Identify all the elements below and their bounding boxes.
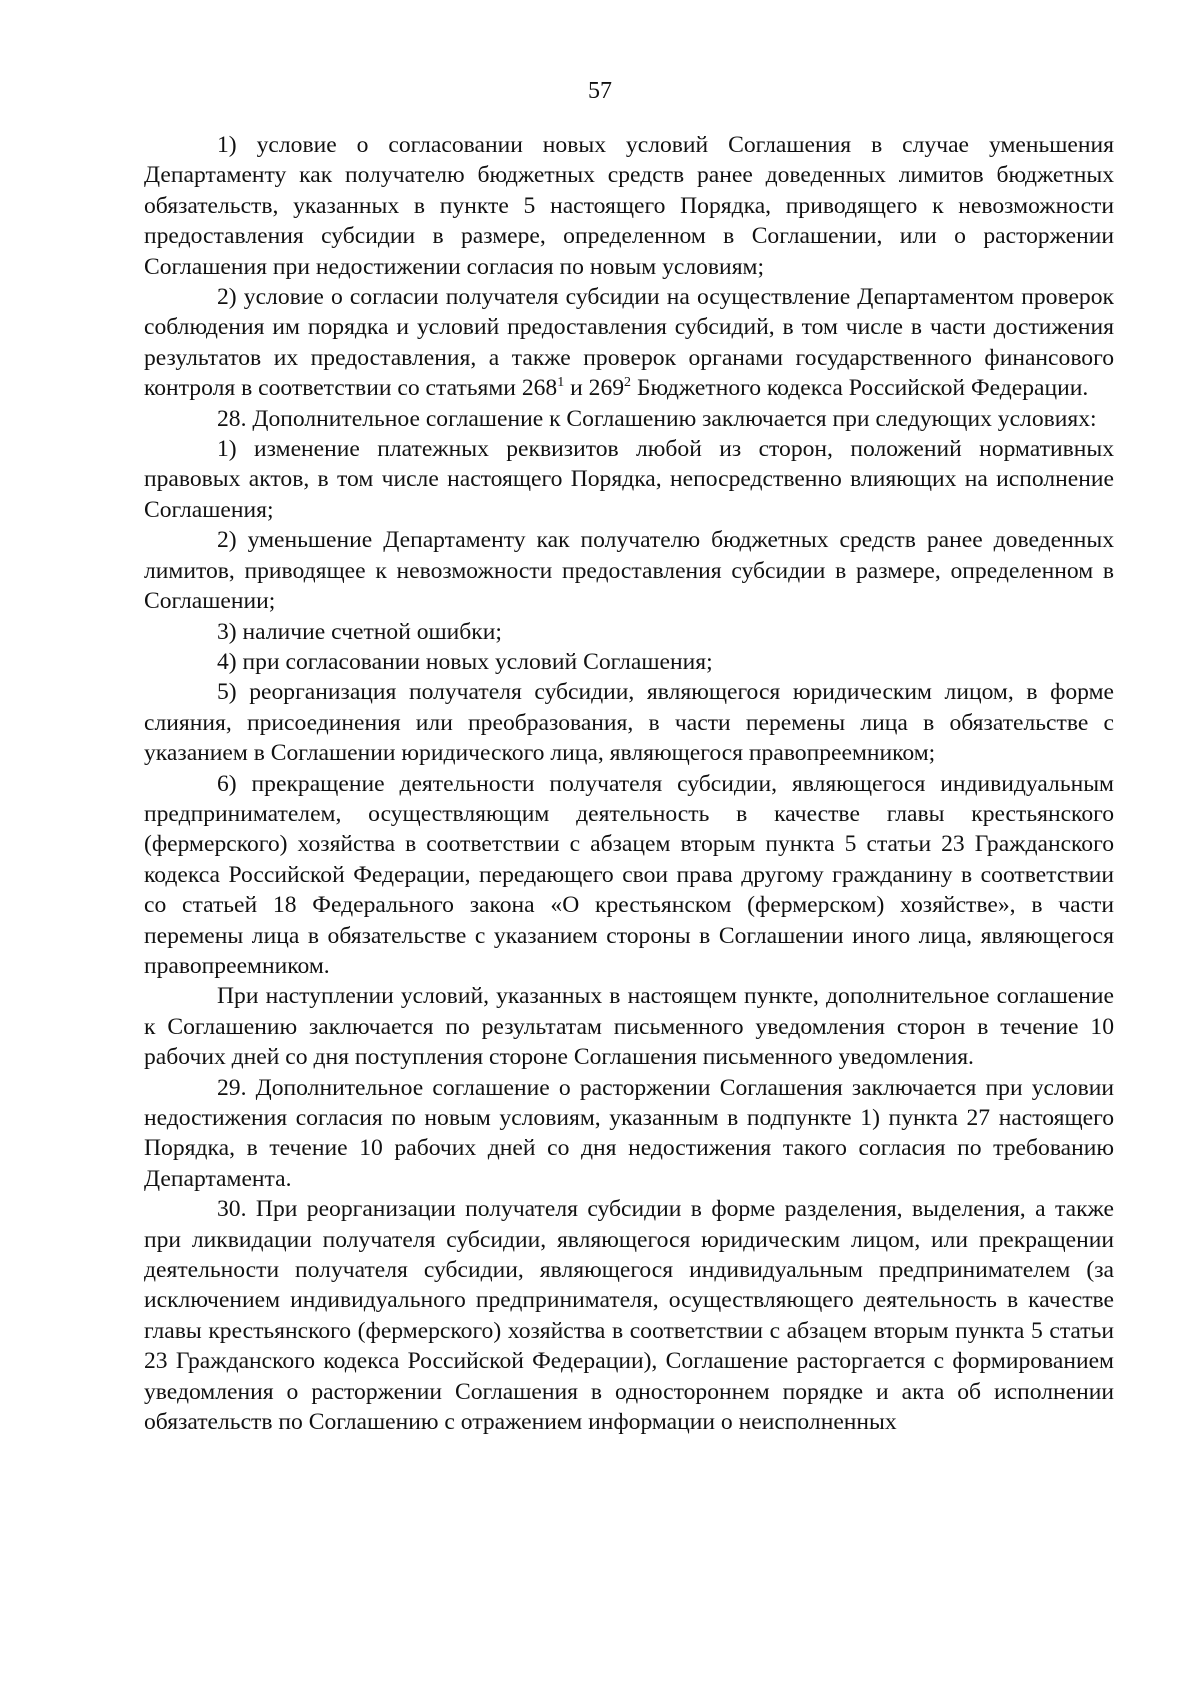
document-body (144, 130, 1114, 1437)
superscript-1: 1 (557, 375, 565, 391)
paragraph-28-5: 5) реорганизация получателя субсидии, являющегося юридическим лицом, в форме слияния, присоединения или преобразования, в части перемены лица в обязательстве с указанием в Соглашении юридического лица, являющегося правопреемником; (144, 679, 1114, 767)
paragraph-27-2 (144, 282, 1114, 404)
paragraph-30: 30. При реорганизации получателя субсидии в форме разделения, выделения, а также при ликвидации получателя субсидии, являющегося юридическим лицом, или прекращении деятельности получателя субсидии, являющегося индивидуальным предпринимателем (за исключением индивидуального предпринимателя, осуществляющего деятельность в качестве главы крестьянского (фермерского) хозяйства в соответствии с абзацем вторым пункта 5 статьи 23 Гражданского кодекса Российской Федерации), Соглашение расторгается с формированием уведомления о расторжении Соглашения в одностороннем порядке и акта об исполнении обязательств по Соглашению с отражением информации о неисполненных (144, 1196, 1114, 1436)
paragraph-27-1: 1) условие о согласовании новых условий Соглашения в случае уменьшения Департаменту как получателю бюджетных средств ранее доведенных лимитов бюджетных обязательств, указанных в пункте 5 настоящего Порядка, приводящего к невозможности предоставления субсидии в размере, определенном в Соглашении, или о расторжении Соглашения при недостижении согласия по новым условиям; (144, 132, 1114, 280)
paragraph-28-1: 1) изменение платежных реквизитов любой из сторон, положений нормативных правовых актов, в том числе настоящего Порядка, непосредственно влияющих на исполнение Соглашения; (144, 436, 1114, 523)
paragraph-28-6: 6) прекращение деятельности получателя субсидии, являющегося индивидуальным предпринимателем, осуществляющим деятельность в качестве главы крестьянского (фермерского) хозяйства в соответствии с абзацем вторым пункта 5 статьи 23 Гражданского кодекса Российской Федерации, передающего свои права другому гражданину в соответствии со статьей 18 Федерального закона «О крестьянском (фермерском) хозяйстве», в части перемены лица в обязательстве с указанием стороны в Соглашении иного лица, являющегося правопреемником. (144, 770, 1114, 979)
paragraph-27-2-text-3: Бюджетного кодекса Российской Федерации. (631, 375, 1089, 402)
paragraph-29: 29. Дополнительное соглашение о расторжении Соглашения заключается при условии недостижения согласия по новым условиям, указанным в подпункте 1) пункта 27 настоящего Порядка, в течение 10 рабочих дней со дня недостижения такого согласия по требованию Департамента. (144, 1074, 1114, 1192)
paragraph-28-4: 4) при согласовании новых условий Соглашения; (217, 648, 713, 675)
superscript-2: 2 (624, 375, 632, 391)
paragraph-28-2: 2) уменьшение Департаменту как получателю бюджетных средств ранее доведенных лимитов, приводящее к невозможности предоставления субсидии в размере, определенном в Соглашении; (144, 527, 1114, 615)
paragraph-28-3: 3) наличие счетной ошибки; (217, 618, 502, 645)
paragraph-27-2-text-2: и 269 (564, 375, 625, 402)
page-number: 57 (588, 78, 612, 104)
paragraph-28-closing: При наступлении условий, указанных в настоящем пункте, дополнительное соглашение к Соглашению заключается по результатам письменного уведомления сторон в течение 10 рабочих дней со дня поступления стороне Соглашения письменного уведомления. (144, 983, 1114, 1071)
paragraph-28: 28. Дополнительное соглашение к Соглашению заключается при следующих условиях: (217, 405, 1097, 432)
paragraph-27-2-text: 2) условие о согласии получателя субсидии на осуществление Департаментом проверок соблюдения им порядка и условий предоставления субсидий, в том числе в части достижения результатов их предоставления, а также проверок органами государственного финансового контроля в соответствии со статьями 268 (144, 284, 1114, 402)
